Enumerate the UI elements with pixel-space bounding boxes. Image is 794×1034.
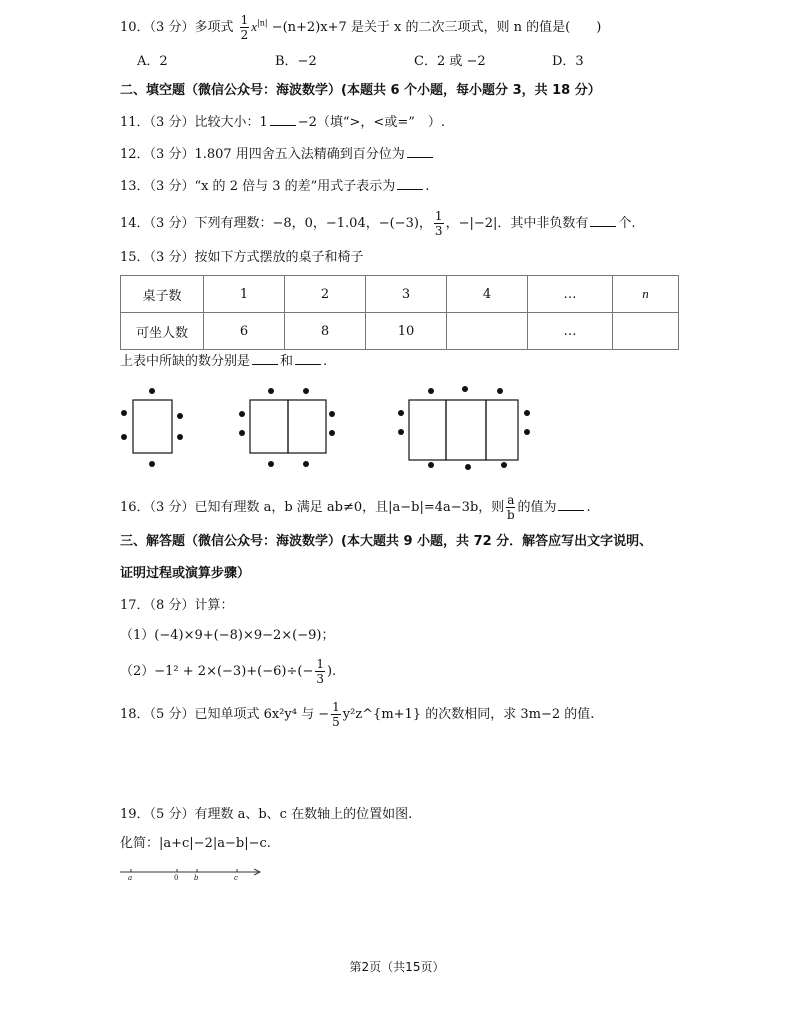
q10-option-b: B．−2 [275, 54, 317, 69]
chair-dot [501, 462, 507, 468]
q19-simplify: 化简：|a+c|−2|a−b|−c. [120, 836, 271, 851]
q17-title: 17．（8 分）计算： [120, 598, 234, 613]
q10-exponent: |n| [257, 18, 268, 28]
q14-line: 14．（3 分）下列有理数：−8，0，−1.04，−(−3)， $\frac{1}{3}$ ，−|−2|．其中非负数有 个. [120, 209, 636, 238]
page-number: 第2页（共15页） [349, 960, 445, 974]
q10-rest: −(n+2)x+7 是关于 x 的二次三项式，则 n 的值是( ) [271, 20, 602, 35]
table-cell: 3 [366, 276, 447, 313]
chair-dot [149, 388, 155, 394]
q16-line: 16．（3 分）已知有理数 a，b 满足 ab≠0，且|a−b|=4a−3b，则 $\frac{a}{b}$ 的值为 . [120, 493, 591, 522]
chair-dot [149, 461, 155, 467]
axis-label-a: a [128, 874, 133, 882]
q18-fraction: $\frac{1}{5}$ [332, 700, 340, 729]
table-2a [250, 400, 288, 453]
chair-dot [329, 411, 335, 417]
chair-dot [497, 388, 503, 394]
section-2-header: 二、填空题（微信公众号：海波数学）(本题共 6 个小题，每小题分 3，共 18 分） [120, 83, 601, 98]
chair-dot [177, 413, 183, 419]
table-cell: 8 [285, 313, 366, 350]
chair-dot [177, 434, 183, 440]
table-3a [409, 400, 446, 460]
q10-prefix: 10．（3 分）多项式 [120, 20, 234, 35]
table-2b [288, 400, 326, 453]
q17-fraction: $\frac{1}{3}$ [316, 657, 324, 686]
chair-dot [398, 429, 404, 435]
table-cell: n [613, 276, 679, 313]
chair-dot [239, 430, 245, 436]
q11-line: 11．（3 分）比较大小：1 −2（填“>，<或=” ）. [120, 115, 445, 130]
table-3c [486, 400, 518, 460]
chair-dot [268, 461, 274, 467]
table-cell: … [528, 313, 613, 350]
chair-dot [121, 410, 127, 416]
chair-dot [303, 461, 309, 467]
table-cell: 4 [447, 276, 528, 313]
chair-dot [465, 464, 471, 470]
table-cell: 可坐人数 [121, 313, 204, 350]
chair-dot [398, 410, 404, 416]
chair-dot [524, 429, 530, 435]
q16-blank [558, 498, 584, 511]
section-3-header-cont: 证明过程或演算步骤） [120, 566, 251, 581]
q16-fraction: $\frac{a}{b}$ [507, 493, 515, 522]
q10-option-c: C．2 或 −2 [414, 54, 486, 69]
chair-dot [428, 462, 434, 468]
axis-label-b: b [194, 874, 199, 882]
q10-option-d: D．3 [552, 54, 584, 69]
q13-line: 13．（3 分）“x 的 2 倍与 3 的差”用式子表示为 . [120, 179, 430, 194]
q17-part-1: （1）(−4)×9+(−8)×9−2×(−9)； [120, 628, 335, 643]
table-cell: 2 [285, 276, 366, 313]
chair-dot [524, 410, 530, 416]
table-cell: 10 [366, 313, 447, 350]
q15-title: 15．（3 分）按如下方式摆放的桌子和椅子 [120, 250, 364, 265]
chair-dot [329, 430, 335, 436]
table-cell: 6 [204, 313, 285, 350]
q15-answer-line: 上表中所缺的数分别是 和 . [120, 354, 328, 369]
table-3b [446, 400, 486, 460]
chair-dot [428, 388, 434, 394]
q14-fraction: $\frac{1}{3}$ [434, 209, 443, 238]
q10-fraction: $\frac{1}{2}$ [240, 13, 249, 42]
q19-title: 19．（5 分）有理数 a、b、c 在数轴上的位置如图. [120, 807, 413, 822]
table-cell: … [528, 276, 613, 313]
q10-var: x [251, 19, 258, 34]
table-cell: 桌子数 [121, 276, 204, 313]
chair-dot [268, 388, 274, 394]
axis-label-c: c [234, 874, 238, 882]
axis-label-0: 0 [174, 874, 179, 882]
chair-dot [462, 386, 468, 392]
q18-line: 18．（5 分）已知单项式 6x²y⁴ 与 − $\frac{1}{5}$ y²z^{m+1} 的次数相同，求 3m−2 的值. [120, 700, 595, 729]
chair-dot [303, 388, 309, 394]
q12-line: 12．（3 分）1.807 用四舍五入法精确到百分位为 [120, 145, 435, 164]
number-line [120, 869, 260, 875]
chair-dot [239, 411, 245, 417]
table-cell: 1 [204, 276, 285, 313]
section-3-header: 三、解答题（微信公众号：海波数学）(本大题共 9 小题，共 72 分．解答应写出文字说明、 [120, 534, 653, 549]
q17-part-2: （2）−1² + 2×(−3)+(−6)÷(− $\frac{1}{3}$ ). [120, 657, 337, 686]
table-1 [133, 400, 172, 453]
q10-option-a: A．2 [137, 54, 168, 69]
chair-dot [121, 434, 127, 440]
